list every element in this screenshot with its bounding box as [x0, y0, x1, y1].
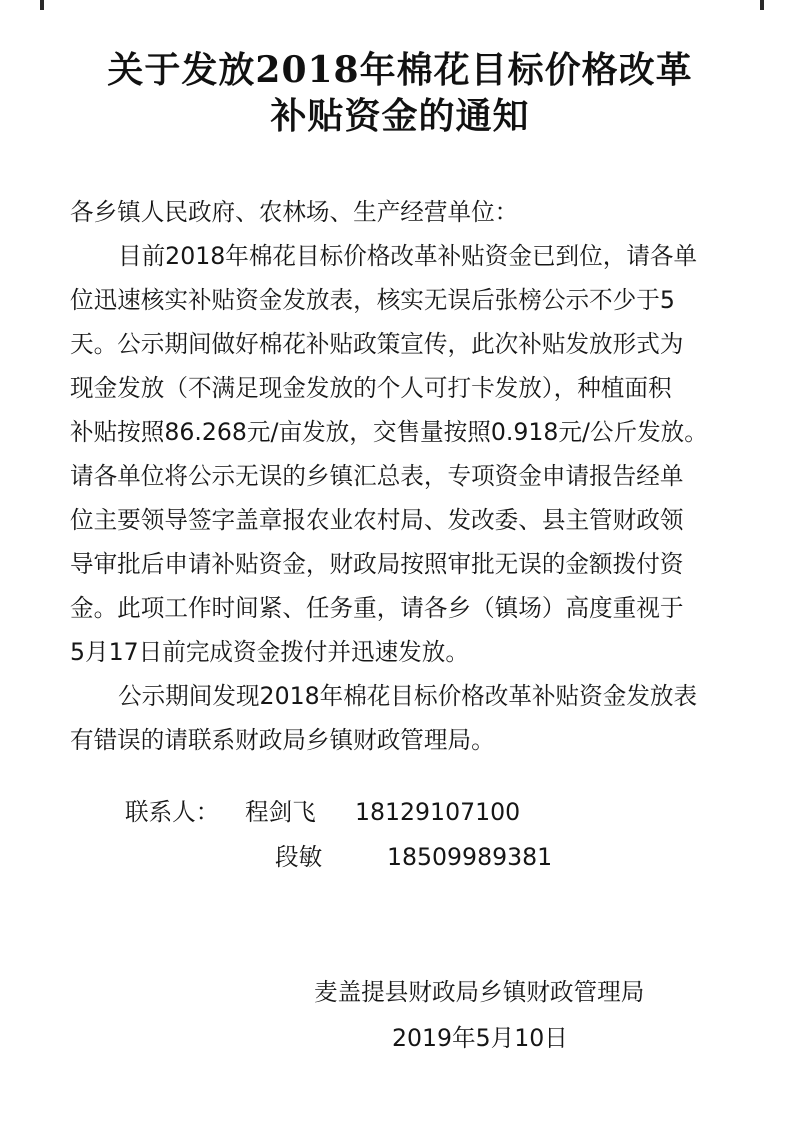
- paragraph-1-line: 位迅速核实补贴资金发放表，核实无误后张榜公示不少于5: [70, 286, 675, 314]
- paragraph-1-line: 现金发放（不满足现金发放的个人可打卡发放），种植面积: [70, 374, 672, 402]
- contact-person-1-phone: 18129107100: [355, 798, 521, 826]
- contact-person-2-name: 段敏: [275, 843, 323, 871]
- paragraph-1-line: 5月17日前完成资金拨付并迅速发放。: [70, 638, 469, 666]
- contact-person-2-phone: 18509989381: [387, 843, 553, 871]
- paragraph-2-line: 公示期间发现2018年棉花目标价格改革补贴资金发放表: [118, 682, 698, 710]
- salutation: 各乡镇人民政府、农林场、生产经营单位：: [70, 198, 519, 226]
- corner-mark-left: [40, 0, 44, 10]
- paragraph-1-line: 位主要领导签字盖章报农业农村局、发改委、县主管财政领: [70, 506, 684, 534]
- paragraph-1-line: 目前2018年棉花目标价格改革补贴资金已到位，请各单: [118, 242, 698, 270]
- contact-person-1-name: 程剑飞: [245, 798, 316, 826]
- signature-date: 2019年5月10日: [392, 1024, 568, 1052]
- notice-title-line-1: 关于发放2018年棉花目标价格改革: [107, 49, 693, 91]
- corner-mark-right: [760, 0, 764, 10]
- paragraph-1-line: 天。公示期间做好棉花补贴政策宣传，此次补贴发放形式为: [70, 330, 684, 358]
- paragraph-2-line: 有错误的请联系财政局乡镇财政管理局。: [70, 726, 495, 754]
- paragraph-1-line: 请各单位将公示无误的乡镇汇总表，专项资金申请报告经单: [70, 462, 684, 490]
- paragraph-1-line: 金。此项工作时间紧、任务重，请各乡（镇场）高度重视于: [70, 594, 684, 622]
- notice-body: [70, 190, 760, 762]
- paragraph-1-line: 导审批后申请补贴资金，财政局按照审批无误的金额拨付资: [70, 550, 684, 578]
- contact-label: 联系人：: [125, 798, 220, 826]
- signature-organization: 麦盖提县财政局乡镇财政管理局: [314, 978, 645, 1006]
- notice-title-line-2: 补贴资金的通知: [270, 95, 530, 137]
- paragraph-1-line: 补贴按照86.268元/亩发放，交售量按照0.918元/公斤发放。: [70, 418, 708, 446]
